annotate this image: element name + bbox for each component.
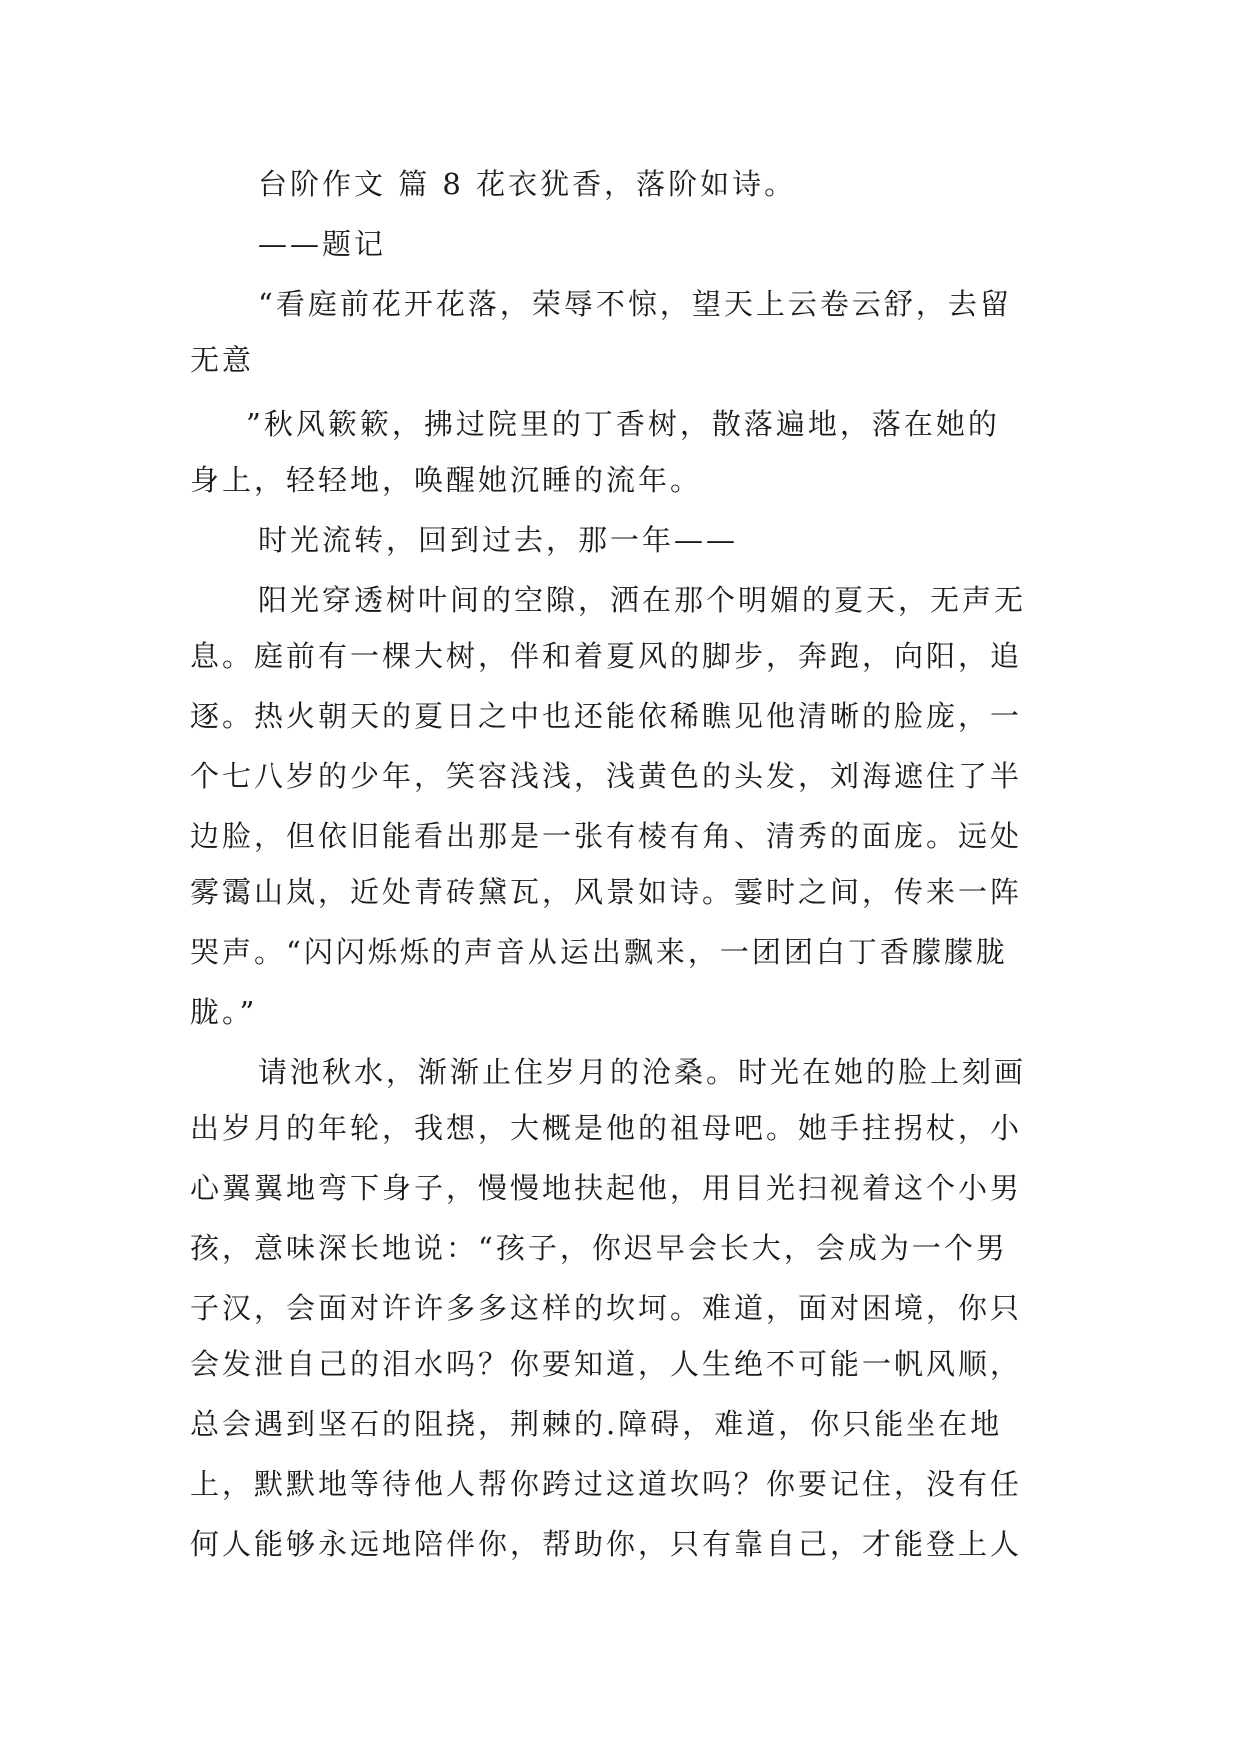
text-line: 上，默默地等待他人帮你跨过这道坎吗？你要记住，没有任 — [190, 1467, 1023, 1501]
text-line: 息。庭前有一棵大树，伴和着夏风的脚步，奔跑，向阳，追 — [190, 639, 1023, 673]
text-line: 身上，轻轻地，唤醒她沉睡的流年。 — [190, 463, 703, 497]
text-line: 雾霭山岚，近处青砖黛瓦，风景如诗。霎时之间，传来一阵 — [190, 875, 1023, 909]
text-line: 逐。热火朝天的夏日之中也还能依稀瞧见他清晰的脸庞，一 — [190, 699, 1023, 733]
text-line: ”秋风簌簌，拂过院里的丁香树，散落遍地，落在她的 — [246, 407, 1000, 441]
heading-line: 台阶作文 篇 8 花衣犹香，落阶如诗。 — [258, 167, 797, 201]
text-line: 孩，意味深长地说：“孩子，你迟早会长大，会成为一个男 — [190, 1231, 1008, 1265]
text-line: 请池秋水，渐渐止住岁月的沧桑。时光在她的脸上刻画 — [258, 1055, 1027, 1089]
text-line: 无意 — [190, 343, 255, 377]
text-line: 子汉，会面对许许多多这样的坎坷。难道，面对困境，你只 — [190, 1291, 1023, 1325]
text-line: 边脸，但依旧能看出那是一张有棱有角、清秀的面庞。远处 — [190, 819, 1023, 853]
text-line: 何人能够永远地陪伴你，帮助你，只有靠自己，才能登上人 — [190, 1527, 1023, 1561]
text-line: 个七八岁的少年，笑容浅浅，浅黄色的头发，刘海遮住了半 — [190, 759, 1023, 793]
text-line: “看庭前花开花落，荣辱不惊，望天上云卷云舒，去留 — [258, 287, 1012, 321]
text-line: 总会遇到坚石的阻挠，荆棘的.障碍，难道，你只能坐在地 — [190, 1407, 1003, 1441]
text-line: 出岁月的年轮，我想，大概是他的祖母吧。她手拄拐杖，小 — [190, 1111, 1023, 1145]
text-line: 会发泄自己的泪水吗？你要知道，人生绝不可能一帆风顺， — [190, 1347, 1023, 1381]
text-line: 哭声。“闪闪烁烁的声音从运出飘来，一团团白丁香朦朦胧 — [190, 935, 1008, 969]
text-line: 胧。” — [190, 995, 258, 1029]
text-line: 阳光穿透树叶间的空隙，洒在那个明媚的夏天，无声无 — [258, 583, 1027, 617]
text-line: 心翼翼地弯下身子，慢慢地扶起他，用目光扫视着这个小男 — [190, 1171, 1023, 1205]
epigraph-attribution: ——题记 — [258, 227, 387, 261]
text-line: 时光流转，回到过去，那一年—— — [258, 523, 739, 557]
